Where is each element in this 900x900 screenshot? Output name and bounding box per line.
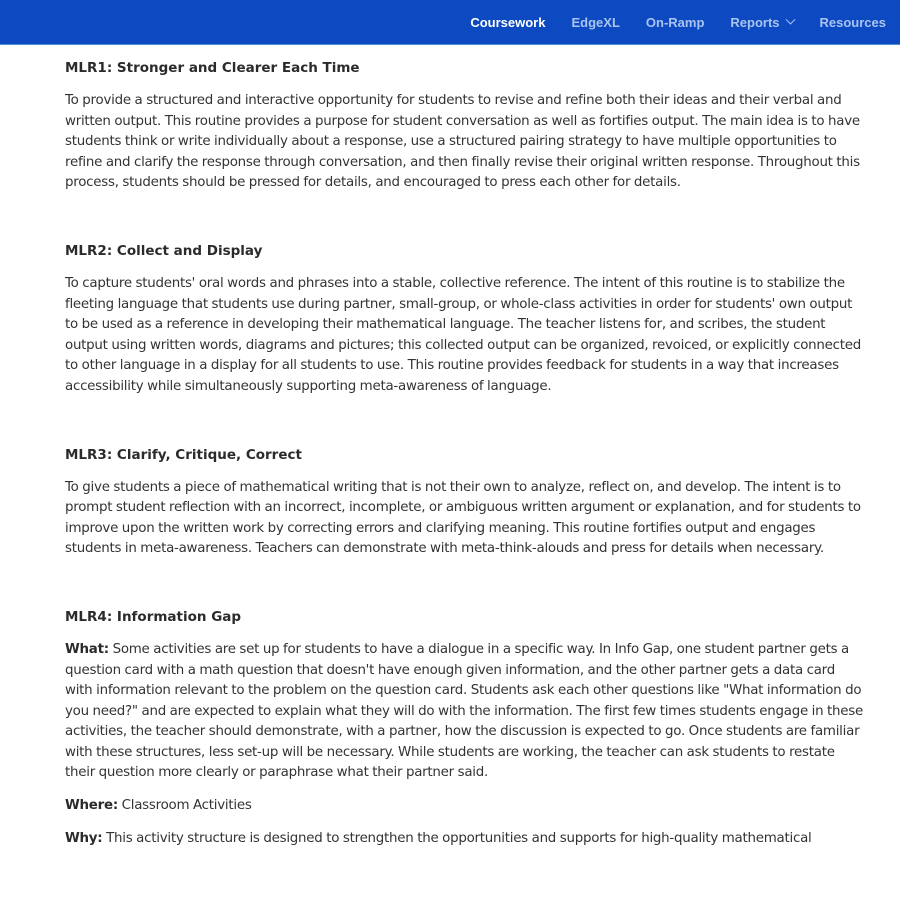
what-text: Some activities are set up for students to have a dialogue in a specific way. In Info Gap, one student partner gets a question card with a math question that doesn't have enough given information, and the other partner gets a data card with information relevant to the problem on the question card. Students ask each other questions like "What information do you need?" and are expected to explain what they will do with the information. The first few times students engage in these activities, the teacher should demonstrate, with a partner, how the discussion is expected to go. Once students are familiar with these structures, less set-up will be necessary. While students are working, the teacher can ask students to restate their question more clearly or paraphrase what their partner said.	[65, 641, 864, 781]
what-paragraph	[65, 640, 865, 784]
section-heading: MLR4: Information Gap	[65, 608, 242, 625]
where-paragraph	[65, 796, 865, 817]
section-mlr4	[65, 606, 865, 849]
section-mlr3	[65, 444, 865, 560]
nav-item-label: Resources	[819, 15, 886, 30]
nav-item-on-ramp[interactable]	[646, 15, 705, 30]
section-mlr2	[65, 240, 865, 398]
chevron-down-icon	[785, 15, 795, 25]
main-content	[65, 57, 865, 849]
top-navigation-bar	[0, 0, 900, 45]
nav-menu	[444, 0, 886, 45]
section-heading: MLR1: Stronger and Clearer Each Time	[65, 60, 360, 76]
nav-item-resources[interactable]	[820, 15, 886, 30]
section-body: To give students a piece of mathematical writing that is not their own to analyze, reflect on, and develop. The intent is to prompt student reflection with an incorrect, incomplete, or ambiguous written argument or explanation, and for students to improve upon the written work by correcting errors and clarifying meaning. This routine fortifies output and engages students in meta-awareness. Teachers can demonstrate with meta-think-alouds and press for details when necessary.	[65, 479, 861, 557]
nav-item-label: Coursework	[470, 15, 546, 30]
section-heading: MLR3: Clarify, Critique, Correct	[65, 446, 302, 463]
nav-item-coursework[interactable]	[470, 15, 545, 30]
nav-item-label: EdgeXL	[571, 15, 620, 30]
section-mlr1	[65, 57, 865, 194]
nav-item-reports[interactable]	[730, 15, 793, 30]
where-label: Where:	[65, 798, 118, 814]
nav-item-label: Reports	[730, 15, 780, 30]
where-text: Classroom Activities	[117, 798, 252, 814]
why-label: Why:	[65, 830, 103, 846]
nav-item-edgexl[interactable]	[571, 15, 619, 30]
nav-item-label: On-Ramp	[645, 15, 705, 30]
section-body: To provide a structured and interactive opportunity for students to revise and refine both their ideas and their verbal and written output. This routine provides a purpose for student conversation as well as fortifies output. The main idea is to have students think or write individually about a response, use a structured pairing strategy to have multiple opportunities to refine and clarify the response through conversation, and then finally revise their original written response. Throughout this process, students should be pressed for details, and encouraged to press each other for details.	[65, 93, 860, 191]
why-text: This activity structure is designed to strengthen the opportunities and supports for high-quality mathematical	[102, 830, 812, 846]
what-label: What:	[65, 641, 109, 657]
why-paragraph	[65, 829, 865, 850]
section-body: To capture students' oral words and phrases into a stable, collective reference. The intent of this routine is to stabilize the fleeting language that students use during partner, small-group, or whole-class activities in order for students' own output to be used as a reference in developing their mathematical language. The teacher listens for, and scribes, the student output using written words, diagrams and pictures; this collected output can be organized, revoiced, or explicitly connected to other language in a display for all students to use. This routine provides feedback for students in a way that increases accessibility while simultaneously supporting meta-awareness of language.	[65, 275, 861, 394]
section-heading: MLR2: Collect and Display	[65, 242, 263, 259]
